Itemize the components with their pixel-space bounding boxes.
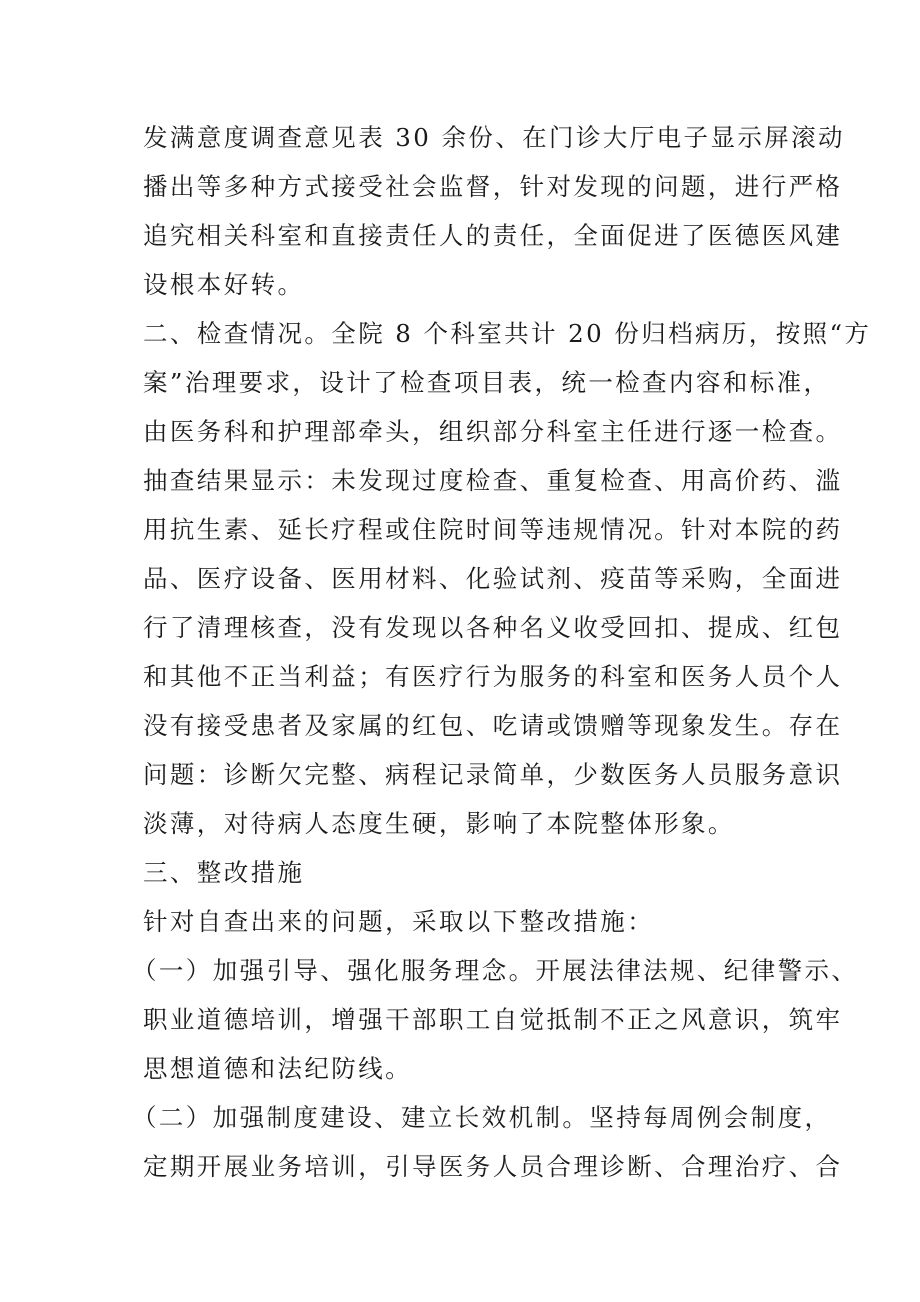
text-line: 品、医疗设备、医用材料、化验试剂、疫苗等采购，全面进 bbox=[143, 564, 843, 593]
text-line: 案”治理要求，设计了检查项目表，统一检查内容和标准， bbox=[143, 368, 831, 397]
text-line: 用抗生素、延长疗程或住院时间等违规情况。针对本院的药 bbox=[143, 515, 843, 544]
text-line: 追究相关科室和直接责任人的责任，全面促进了医德医风建 bbox=[143, 221, 843, 250]
document-body bbox=[132, 113, 872, 1191]
text-line: 播出等多种方式接受社会监督，针对发现的问题，进行严格 bbox=[143, 172, 843, 201]
text-line: 思想道德和法纪防线。 bbox=[143, 1054, 412, 1083]
text-line: 由医务科和护理部牵头，组织部分科室主任进行逐一检查。 bbox=[143, 417, 843, 446]
text-line: 发满意度调查意见表 30 余份、在门诊大厅电子显示屏滚动 bbox=[143, 123, 845, 152]
text-line: 淡薄，对待病人态度生硬，影响了本院整体形象。 bbox=[143, 809, 735, 838]
text-line: 设根本好转。 bbox=[143, 270, 305, 299]
text-line: 职业道德培训，增强干部职工自觉抵制不正之风意识，筑牢 bbox=[143, 1005, 843, 1034]
subsection-heading-1: （一）加强引导、强化服务理念。开展法律法规、纪律警示、 bbox=[132, 956, 859, 985]
subsection-heading-2: （二）加强制度建设、建立长效机制。坚持每周例会制度， bbox=[132, 1103, 832, 1132]
text-line: 问题：诊断欠完整、病程记录简单，少数医务人员服务意识 bbox=[143, 760, 843, 789]
text-line: 没有接受患者及家属的红包、吃请或馈赠等现象发生。存在 bbox=[143, 711, 843, 740]
section-heading-inspection: 二、检查情况。全院 8 个科室共计 20 份归档病历，按照“方 bbox=[143, 319, 872, 348]
text-line: 和其他不正当利益；有医疗行为服务的科室和医务人员个人 bbox=[143, 662, 843, 691]
text-line: 针对自查出来的问题，采取以下整改措施： bbox=[143, 907, 655, 936]
text-line: 抽查结果显示：未发现过度检查、重复检查、用高价药、滥 bbox=[143, 466, 843, 495]
section-heading-measures: 三、整改措施 bbox=[143, 858, 305, 887]
text-line: 定期开展业务培训，引导医务人员合理诊断、合理治疗、合 bbox=[143, 1152, 843, 1181]
text-line: 行了清理核查，没有发现以各种名义收受回扣、提成、红包 bbox=[143, 613, 843, 642]
